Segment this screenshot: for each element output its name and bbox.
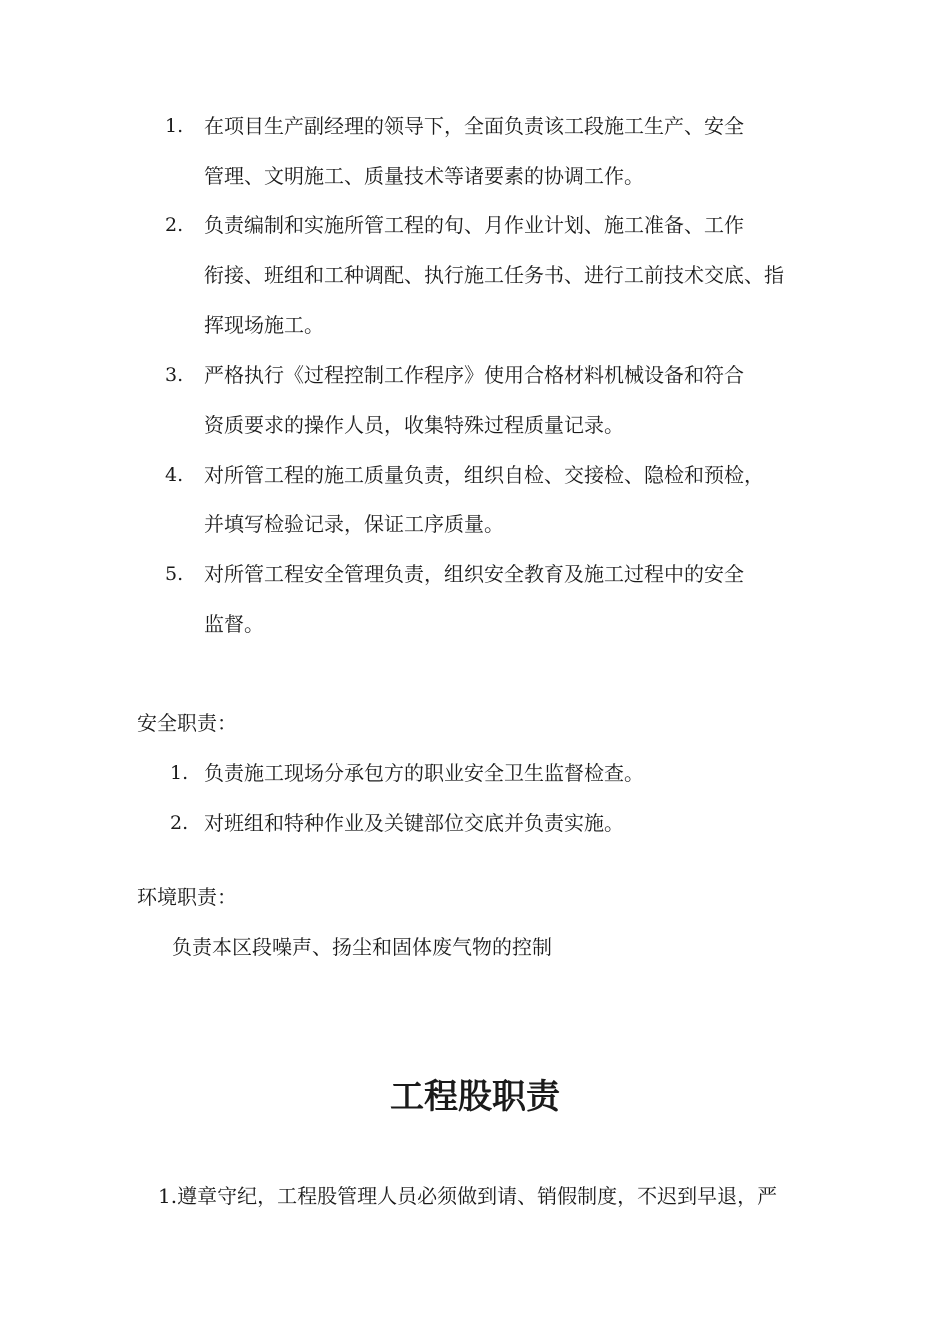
duty-3-line-2: 资质要求的操作人员，收集特殊过程质量记录。 — [204, 413, 624, 437]
environment-heading: 环境职责： — [137, 885, 237, 909]
duty-2-line-1: 负责编制和实施所管工程的旬、月作业计划、施工准备、工作 — [204, 213, 744, 237]
duty-1-line-2: 管理、文明施工、质量技术等诸要素的协调工作。 — [204, 164, 644, 188]
duty-2-line-3: 挥现场施工。 — [204, 313, 324, 337]
duty-3-line-1: 严格执行《过程控制工作程序》使用合格材料机械设备和符合 — [204, 363, 744, 387]
list-number: 1. — [170, 762, 189, 784]
duty-1-line-1: 在项目生产副经理的领导下，全面负责该工段施工生产、安全 — [204, 114, 744, 138]
list-number: 3. — [165, 364, 184, 386]
list-number: 1. — [165, 115, 184, 137]
section2-item-1: 1.遵章守纪，工程股管理人员必须做到请、销假制度，不迟到早退，严 — [158, 1184, 778, 1208]
environment-text: 负责本区段噪声、扬尘和固体废气物的控制 — [172, 935, 552, 959]
duty-5-line-2: 监督。 — [204, 612, 264, 636]
duty-4-line-1: 对所管工程的施工质量负责，组织自检、交接检、隐检和预检， — [204, 463, 764, 487]
section-title: 工程股职责 — [390, 1077, 560, 1117]
safety-item-1: 负责施工现场分承包方的职业安全卫生监督检查。 — [204, 761, 644, 785]
list-number: 2. — [165, 214, 184, 236]
list-number: 5. — [165, 563, 184, 585]
safety-heading: 安全职责： — [137, 711, 237, 735]
duty-4-line-2: 并填写检验记录，保证工序质量。 — [204, 512, 504, 536]
duty-2-line-2: 衔接、班组和工种调配、执行施工任务书、进行工前技术交底、指 — [204, 263, 784, 287]
duty-5-line-1: 对所管工程安全管理负责，组织安全教育及施工过程中的安全 — [204, 562, 744, 586]
list-number: 4. — [165, 464, 184, 486]
list-number: 2. — [170, 812, 189, 834]
safety-item-2: 对班组和特种作业及关键部位交底并负责实施。 — [204, 811, 624, 835]
